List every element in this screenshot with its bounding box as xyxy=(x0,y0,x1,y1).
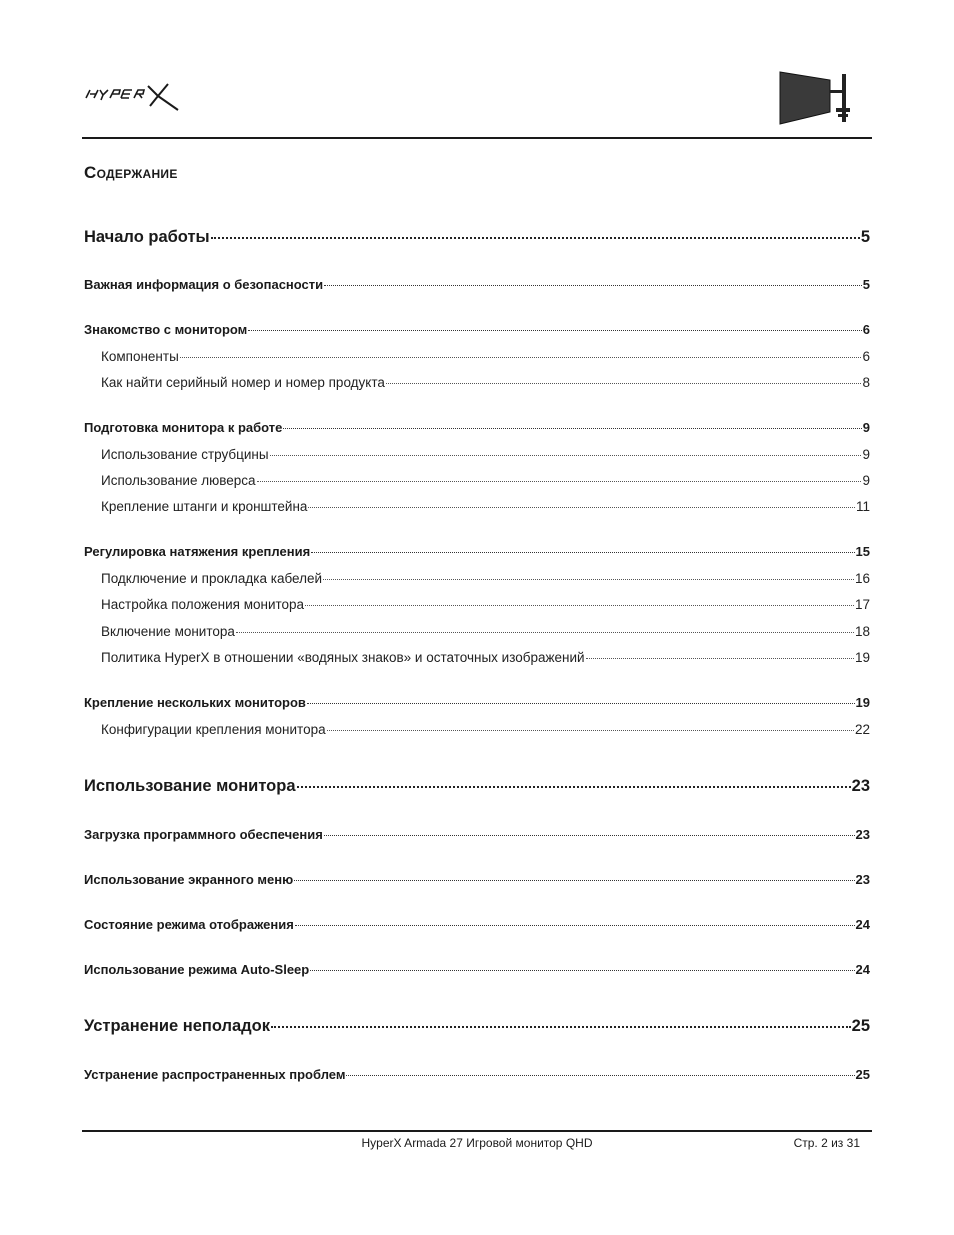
toc-entry-page: 23 xyxy=(855,827,870,842)
toc-entry-title: Использование режима Auto-Sleep xyxy=(84,962,310,977)
toc-entry-page: 25 xyxy=(855,1067,870,1082)
toc-leader-dots xyxy=(271,1026,851,1028)
toc-entry-page: 11 xyxy=(855,499,870,514)
toc-entry-title: Важная информация о безопасности xyxy=(84,277,324,292)
toc-entry-level2[interactable] xyxy=(84,872,870,887)
toc-entry-level2[interactable] xyxy=(84,917,870,932)
toc-entry-page: 24 xyxy=(855,962,870,977)
toc-entry-page: 25 xyxy=(851,1017,870,1035)
toc-entry-page: 23 xyxy=(855,872,870,887)
toc-entry-level2[interactable] xyxy=(84,544,870,559)
toc-leader-dots xyxy=(257,481,862,482)
toc-entry-level2[interactable] xyxy=(84,695,870,710)
toc-entry-level3[interactable] xyxy=(84,349,870,364)
toc-leader-dots xyxy=(327,730,854,731)
toc-entry-level2[interactable] xyxy=(84,827,870,842)
toc-entry-level2[interactable] xyxy=(84,277,870,292)
toc-entry-title: Подключение и прокладка кабелей xyxy=(101,571,323,586)
toc-entry-title: Устранение неполадок xyxy=(84,1017,270,1035)
toc-entry-title: Включение монитора xyxy=(101,624,235,639)
toc-entry-level1[interactable] xyxy=(84,777,870,796)
footer-page-number: Стр. 2 из 31 xyxy=(793,1136,860,1150)
toc-entry-title: Подготовка монитора к работе xyxy=(84,420,283,435)
toc-leader-dots xyxy=(294,880,854,881)
toc-entry-level3[interactable] xyxy=(84,447,870,462)
footer-rule xyxy=(82,1130,872,1132)
toc-entry-level3[interactable] xyxy=(84,499,870,514)
toc-entry-level3[interactable] xyxy=(84,722,870,737)
toc-leader-dots xyxy=(308,507,855,508)
toc-leader-dots xyxy=(236,632,854,633)
toc-entry-level2[interactable] xyxy=(84,1067,870,1082)
toc-entry-level1[interactable] xyxy=(84,228,870,247)
toc-entry-level1[interactable] xyxy=(84,1017,870,1036)
hyperx-logo-icon xyxy=(84,80,184,112)
toc-entry-page: 23 xyxy=(851,777,870,795)
toc-entry-page: 19 xyxy=(854,650,870,665)
toc-entry-page: 9 xyxy=(862,447,870,462)
toc-entry-title: Крепление нескольких мониторов xyxy=(84,695,306,710)
toc-leader-dots xyxy=(311,552,854,553)
toc-entry-level3[interactable] xyxy=(84,473,870,488)
toc-leader-dots xyxy=(297,786,851,788)
toc-entry-level3[interactable] xyxy=(84,650,870,665)
toc-entry-title: Устранение распространенных проблем xyxy=(84,1067,346,1082)
toc-leader-dots xyxy=(248,330,861,331)
toc-entry-level3[interactable] xyxy=(84,624,870,639)
toc-entry-level3[interactable] xyxy=(84,571,870,586)
toc-entry-page: 6 xyxy=(862,322,870,337)
toc-leader-dots xyxy=(270,455,862,456)
toc-leader-dots xyxy=(346,1075,854,1076)
toc-entry-page: 5 xyxy=(860,228,870,246)
toc-leader-dots xyxy=(283,428,861,429)
toc-leader-dots xyxy=(324,285,862,286)
toc-entry-page: 9 xyxy=(862,420,870,435)
toc-entry-page: 15 xyxy=(855,544,870,559)
toc-entry-title: Как найти серийный номер и номер продукта xyxy=(101,375,385,390)
toc-entry-level3[interactable] xyxy=(84,375,870,390)
page-title: Содержание xyxy=(84,163,178,182)
toc-entry-page: 9 xyxy=(862,473,870,488)
toc-leader-dots xyxy=(323,579,854,580)
toc-entry-page: 8 xyxy=(862,375,870,390)
footer-title: HyperX Armada 27 Игровой монитор QHD xyxy=(361,1136,593,1150)
monitor-clamp-mount-icon xyxy=(778,70,858,126)
toc-leader-dots xyxy=(307,703,855,704)
toc-entry-page: 16 xyxy=(854,571,870,586)
toc-entry-level2[interactable] xyxy=(84,420,870,435)
toc-leader-dots xyxy=(586,658,854,659)
toc-entry-title: Знакомство с монитором xyxy=(84,322,248,337)
toc-entry-title: Использование монитора xyxy=(84,777,296,795)
toc-entry-level3[interactable] xyxy=(84,597,870,612)
toc-leader-dots xyxy=(211,237,860,239)
toc-entry-page: 17 xyxy=(854,597,870,612)
toc-entry-page: 24 xyxy=(855,917,870,932)
toc-entry-page: 6 xyxy=(862,349,870,364)
toc-entry-title: Политика HyperX в отношении «водяных знаков» и остаточных изображений xyxy=(101,650,585,665)
toc-leader-dots xyxy=(295,925,855,926)
toc-entry-page: 19 xyxy=(855,695,870,710)
toc-entry-title: Состояние режима отображения xyxy=(84,917,294,932)
toc-leader-dots xyxy=(386,383,862,384)
toc-entry-title: Настройка положения монитора xyxy=(101,597,305,612)
toc-entry-page: 22 xyxy=(854,722,870,737)
toc-leader-dots xyxy=(324,835,855,836)
toc-entry-title: Использование экранного меню xyxy=(84,872,294,887)
toc-entry-title: Загрузка программного обеспечения xyxy=(84,827,323,842)
header-rule xyxy=(82,137,872,139)
toc-entry-title: Использование струбцины xyxy=(101,447,269,462)
toc-entry-title: Компоненты xyxy=(101,349,179,364)
toc-leader-dots xyxy=(180,357,862,358)
toc-entry-page: 5 xyxy=(862,277,870,292)
toc-entry-page: 18 xyxy=(854,624,870,639)
toc-entry-title: Конфигурации крепления монитора xyxy=(101,722,326,737)
toc-leader-dots xyxy=(305,605,854,606)
toc-entry-level2[interactable] xyxy=(84,322,870,337)
toc-entry-title: Начало работы xyxy=(84,228,210,246)
toc-entry-title: Регулировка натяжения крепления xyxy=(84,544,311,559)
toc-entry-title: Крепление штанги и кронштейна xyxy=(101,499,308,514)
toc-entry-level2[interactable] xyxy=(84,962,870,977)
toc-leader-dots xyxy=(310,970,854,971)
toc-entry-title: Использование люверса xyxy=(101,473,256,488)
